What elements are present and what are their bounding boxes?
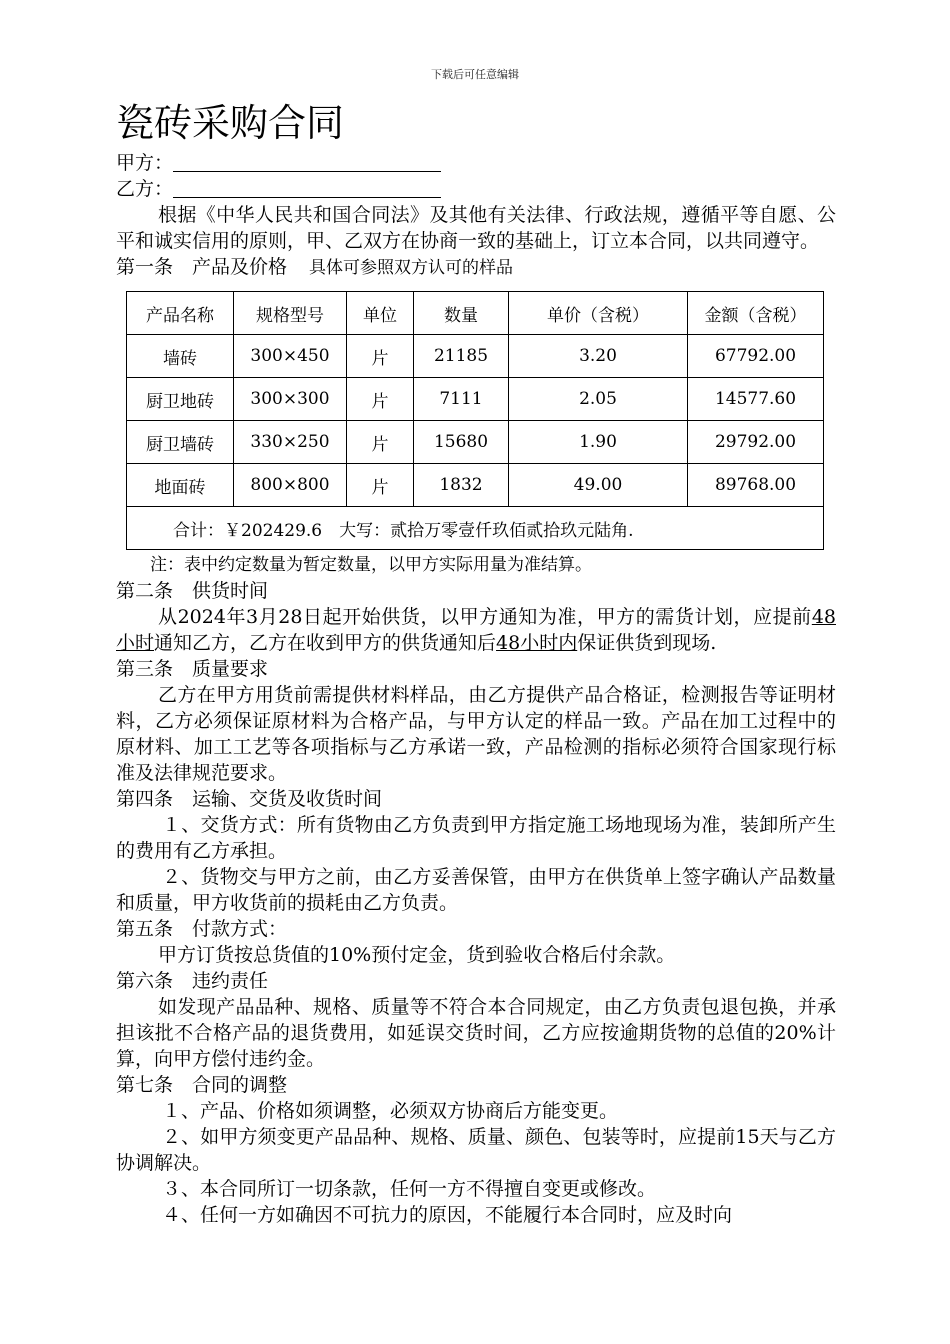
- article-4-item-2: ２、货物交与甲方之前，由乙方妥善保管，由甲方在供货单上签字确认产品数量和质量，甲方收货前的损耗由乙方负责。: [116, 866, 836, 914]
- article-2-text-c: 保证供货到现场.: [577, 632, 717, 654]
- article-2-heading: 第二条 供货时间: [116, 580, 269, 602]
- table-cell: 49.00: [509, 464, 688, 507]
- table-cell: 墙砖: [127, 335, 234, 378]
- table-cell: 21185: [414, 335, 509, 378]
- article-5-heading: 第五条 付款方式：: [116, 918, 288, 940]
- article-7-item-1: １、产品、价格如须调整，必须双方协商后方能变更。: [162, 1100, 619, 1122]
- party-b-blank: [173, 177, 441, 198]
- table-total: 合计：￥202429.6 大写：贰拾万零壹仟玖佰贰拾玖元陆角.: [127, 507, 824, 550]
- table-cell: 3.20: [509, 335, 688, 378]
- table-row: [127, 378, 824, 421]
- table-row: [127, 464, 824, 507]
- article-5-body: 甲方订货按总货值的10%预付定金，货到验收合格后付余款。: [158, 944, 676, 966]
- table-cell: 片: [347, 464, 414, 507]
- party-a-label: 甲方：: [116, 152, 174, 174]
- contract-body: [116, 96, 836, 1228]
- table-cell: 67792.00: [688, 335, 824, 378]
- table-cell: 地面砖: [127, 464, 234, 507]
- article-2-body: [116, 604, 836, 656]
- article-6-heading: 第六条 违约责任: [116, 970, 269, 992]
- article-3-heading: 第三条 质量要求: [116, 658, 269, 680]
- article-7-item-2: ２、如甲方须变更产品品种、规格、质量、颜色、包装等时，应提前15天与乙方协调解决。: [116, 1126, 836, 1174]
- table-cell: 1832: [414, 464, 509, 507]
- article-1-heading: [116, 254, 836, 281]
- table-header: 单位: [347, 292, 414, 335]
- article-4-item-1: １、交货方式：所有货物由乙方负责到甲方指定施工场地现场为准，装卸所产生的费用有乙方承担。: [116, 814, 836, 862]
- article-2-text-b: 通知乙方，乙方在收到甲方的供货通知后: [154, 632, 497, 654]
- page-title: 瓷砖采购合同: [116, 101, 345, 145]
- table-header: 产品名称: [127, 292, 234, 335]
- article-1-title: 第一条 产品及价格: [116, 256, 288, 278]
- article-3-body: 乙方在甲方用货前需提供材料样品，由乙方提供产品合格证，检测报告等证明材料，乙方必须保证原材料为合格产品，与甲方认定的样品一致。产品在加工过程中的原材料、加工工艺等各项指标与乙方承诺一致，产品检测的指标必须符合国家现行标准及法律规范要求。: [116, 684, 836, 784]
- article-2-delivery-hours: 48小时内: [496, 632, 578, 654]
- header-note: 下载后可任意编辑: [431, 68, 519, 81]
- article-7-item-3: ３、本合同所订一切条款，任何一方不得擅自变更或修改。: [162, 1178, 657, 1200]
- price-table: [126, 291, 824, 550]
- table-note: 注：表中约定数量为暂定数量，以甲方实际用量为准结算。: [150, 555, 592, 575]
- table-cell: 2.05: [509, 378, 688, 421]
- table-header: 金额（含税）: [688, 292, 824, 335]
- table-row: [127, 335, 824, 378]
- table-cell: 片: [347, 335, 414, 378]
- table-cell: 300×450: [234, 335, 347, 378]
- table-row: [127, 421, 824, 464]
- table-cell: 1.90: [509, 421, 688, 464]
- article-2-notice-hours: 48小时: [116, 606, 836, 654]
- table-cell: 7111: [414, 378, 509, 421]
- article-2-text-a: 从2024年3月28日起开始供货，以甲方通知为准，甲方的需货计划，应提前: [158, 606, 812, 628]
- party-b-label: 乙方：: [116, 178, 174, 200]
- article-1-note: 具体可参照双方认可的样品: [309, 258, 514, 278]
- party-b-line: [116, 176, 836, 202]
- table-header: 单价（含税）: [509, 292, 688, 335]
- table-header-row: [127, 292, 824, 335]
- table-total-row: [127, 507, 824, 550]
- article-7-item-4: ４、任何一方如确因不可抗力的原因，不能履行本合同时，应及时向: [162, 1204, 733, 1226]
- table-header: 数量: [414, 292, 509, 335]
- table-cell: 29792.00: [688, 421, 824, 464]
- article-7-heading: 第七条 合同的调整: [116, 1074, 288, 1096]
- table-cell: 800×800: [234, 464, 347, 507]
- table-cell: 330×250: [234, 421, 347, 464]
- table-cell: 300×300: [234, 378, 347, 421]
- article-6-body: 如发现产品品种、规格、质量等不符合本合同规定，由乙方负责包退包换，并承担该批不合格产品的退货费用，如延误交货时间，乙方应按逾期货物的总值的20%计算，向甲方偿付违约金。: [116, 996, 836, 1070]
- party-a-line: [116, 150, 836, 176]
- table-cell: 厨卫地砖: [127, 378, 234, 421]
- table-cell: 15680: [414, 421, 509, 464]
- table-cell: 89768.00: [688, 464, 824, 507]
- article-4-heading: 第四条 运输、交货及收货时间: [116, 788, 383, 810]
- table-header: 规格型号: [234, 292, 347, 335]
- table-cell: 片: [347, 421, 414, 464]
- table-cell: 片: [347, 378, 414, 421]
- table-cell: 14577.60: [688, 378, 824, 421]
- table-cell: 厨卫墙砖: [127, 421, 234, 464]
- intro-paragraph: 根据《中华人民共和国合同法》及其他有关法律、行政法规，遵循平等自愿、公平和诚实信用的原则，甲、乙双方在协商一致的基础上，订立本合同，以共同遵守。: [116, 204, 836, 252]
- party-a-blank: [173, 151, 441, 172]
